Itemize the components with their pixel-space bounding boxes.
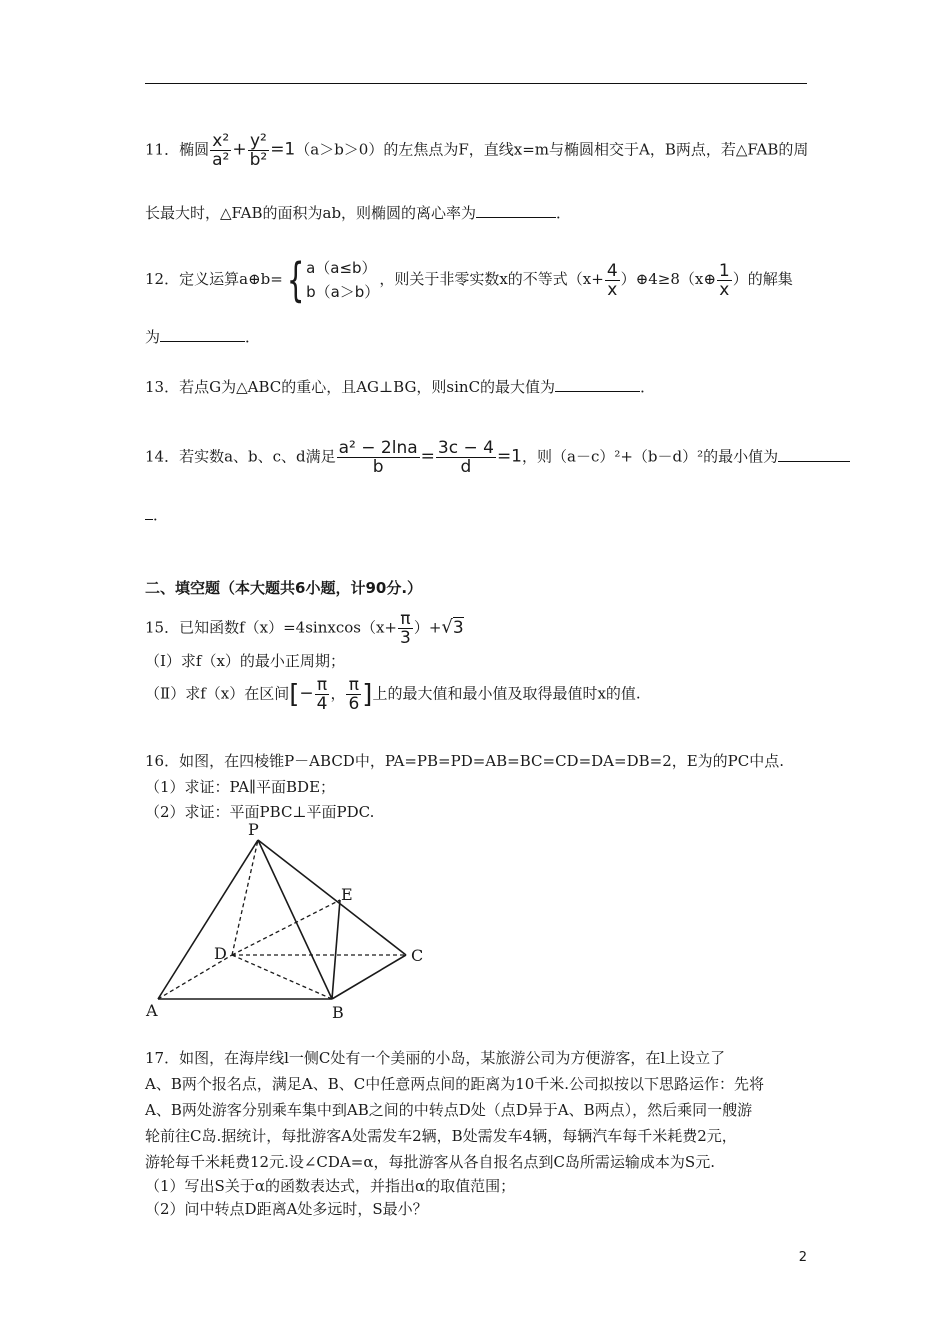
- q17-line1: 17．如图，在海岸线l一侧C处有一个美丽的小岛，某旅游公司为方便游客，在l上设立了: [145, 1049, 726, 1067]
- q11-line2-end: ．: [556, 204, 572, 222]
- q15-part2: [145, 676, 641, 713]
- q14-eq1: =: [420, 446, 435, 467]
- q15-part2-prefix: （Ⅱ）求f（x）在区间: [145, 684, 290, 703]
- q12-line2: [145, 326, 260, 347]
- q17-line2: A、B两个报名点，满足A、B、C中任意两点间的距离为10千米.公司拟按以下思路运作：先将: [145, 1075, 765, 1093]
- q16-part1: （1）求证：PA∥平面BDE；: [145, 778, 336, 796]
- q15-sqrt-sign: √: [441, 616, 453, 638]
- q11-answer-blank[interactable]: [476, 203, 556, 218]
- q15-mid: ）+: [413, 618, 442, 637]
- q14-suffix: ，则（a－c）²+（b－d）²的最小值为: [522, 447, 779, 466]
- q12-case2: b（a＞b）: [306, 283, 380, 301]
- q15-part2-suffix: 上的最大值和最小值及取得最值时x的值.: [372, 684, 641, 703]
- q15-prefix: 15．已知函数f（x）=4sinxcos（x+: [145, 618, 397, 637]
- edge-PC: [258, 840, 406, 955]
- q14-frac2-num: 3c − 4: [437, 438, 494, 458]
- q17-part2: （2）问中转点D距离A处多远时，S最小？: [145, 1200, 428, 1218]
- q15-part1: （Ⅰ）求f（x）的最小正周期；: [145, 652, 345, 670]
- q12-mid: ，则关于非零实数x的不等式（x+: [379, 270, 604, 288]
- q13-text: 13．若点G为△ABC的重心，且AG⊥BG，则sinC的最大值为: [145, 378, 556, 396]
- q13-end: ．: [640, 378, 656, 396]
- q12-prefix: 12．定义运算a⊕b=: [145, 270, 283, 288]
- q15-frac-den: 3: [399, 628, 411, 648]
- q14-frac2-den: d: [460, 457, 472, 477]
- edge-PA: [158, 840, 258, 999]
- q17-line3: A、B两处游客分别乘车集中到AB之间的中转点D处（点D异于A、B两点），然后乘同一艘游: [145, 1101, 753, 1119]
- q15-p2-frac2: [346, 676, 361, 713]
- q12-frac2: [717, 262, 732, 299]
- q11-eq: =1: [270, 139, 296, 160]
- q11-frac2-den: b²: [249, 150, 268, 170]
- q11-prefix: 11．椭圆: [145, 140, 210, 159]
- q11-plus: +: [232, 139, 247, 160]
- q14-frac1-num: a² − 2lna: [338, 438, 418, 458]
- q15-right-bracket: ]: [362, 679, 373, 710]
- q15-comma: ，: [330, 684, 346, 703]
- q13-line: [145, 376, 655, 397]
- label-A: A: [146, 1001, 158, 1020]
- q12-frac2-den: x: [719, 279, 730, 300]
- q15-p2-frac1-num: π: [315, 676, 330, 695]
- label-B: B: [332, 1003, 344, 1022]
- q11-line2: [145, 202, 571, 223]
- q16-part2: （2）求证：平面PBC⊥平面PDC.: [145, 803, 375, 821]
- q12-case1: a（a≤b）: [306, 259, 377, 277]
- label-D: D: [214, 944, 227, 963]
- q12-cases: [306, 256, 379, 304]
- q12-line2-end: ．: [245, 328, 261, 346]
- q14-frac1-den: b: [372, 457, 384, 477]
- q14-answer-blank-cont[interactable]: [145, 505, 153, 520]
- q17-line5: 游轮每千米耗费12元.设∠CDA=α，每批游客从各自报名点到C岛所需运输成本为S元.: [145, 1153, 715, 1171]
- q12-suffix: ）的解集: [732, 270, 793, 288]
- q15-sqrt-val: 3: [452, 617, 464, 638]
- q12-frac2-num: 1: [718, 260, 730, 281]
- q14-frac1: [337, 439, 420, 476]
- q11-line1: [145, 132, 808, 169]
- page-number: 2: [798, 1250, 807, 1265]
- q12-frac1: [605, 262, 620, 299]
- q14-answer-blank[interactable]: [778, 447, 850, 462]
- q14-prefix: 14．若实数a、b、c、d满足: [145, 447, 336, 466]
- q12-answer-blank[interactable]: [160, 327, 245, 342]
- q15-p2-frac2-num: π: [346, 676, 361, 695]
- q12-frac1-den: x: [607, 279, 618, 300]
- q15-frac-num: π: [398, 610, 413, 629]
- q15-line1: [145, 610, 464, 647]
- q17-line4: 轮前往C岛.据统计，每批游客A处需发车2辆，B处需发车4辆，每辆汽车每千米耗费2元，: [145, 1127, 737, 1145]
- q12-line2-text: 为: [145, 328, 161, 346]
- q12-mid2: ）⊕4≥8（x⊕: [620, 270, 716, 288]
- q11-frac1: [210, 132, 231, 169]
- q14-line2: [145, 504, 168, 525]
- q11-frac2-num: y²: [248, 132, 270, 151]
- q14-frac2: [436, 439, 496, 476]
- q15-left-bracket: [: [289, 679, 300, 710]
- q16-text: 16．如图，在四棱锥P－ABCD中，PA=PB=PD=AB=BC=CD=DA=DB=2，E为的PC中点.: [145, 752, 785, 770]
- q15-p2-frac2-den: 6: [348, 694, 360, 714]
- section2-title: 二、填空题（本大题共6小题，计90分.）: [145, 579, 423, 597]
- edge-BE: [332, 900, 340, 999]
- q17-part1: （1）写出S关于α的函数表达式，并指出α的取值范围；: [145, 1177, 516, 1195]
- q15-p2-frac1-den: 4: [316, 694, 328, 714]
- edge-BC: [332, 955, 406, 999]
- label-P: P: [248, 820, 259, 839]
- edge-DB: [232, 955, 332, 999]
- header-rule: [145, 83, 807, 84]
- q12-line1: [145, 253, 793, 307]
- q14-eq2: =1: [496, 446, 522, 467]
- q14-line1: [145, 439, 850, 476]
- q15-minus: −: [299, 683, 314, 704]
- q15-p2-frac1: [315, 676, 330, 713]
- q11-frac1-den: a²: [212, 150, 230, 170]
- edge-PD: [232, 840, 258, 955]
- q15-frac: [398, 610, 413, 647]
- q12-frac1-num: 4: [606, 260, 618, 281]
- label-E: E: [341, 885, 353, 904]
- edge-DE: [232, 900, 340, 955]
- q11-frac1-num: x²: [210, 132, 231, 151]
- q13-answer-blank[interactable]: [555, 377, 640, 392]
- q11-line2-text: 长最大时，△FAB的面积为ab，则椭圆的离心率为: [145, 204, 477, 222]
- q12-brace: {: [286, 253, 305, 307]
- q11-suffix: （a＞b＞0）的左焦点为F，直线x=m与椭圆相交于A，B两点，若△FAB的周: [295, 140, 809, 159]
- q11-frac2: [248, 132, 270, 169]
- edge-PB: [258, 840, 332, 999]
- pyramid-figure: [140, 818, 440, 1028]
- q14-line2-end: ．: [153, 506, 169, 524]
- label-C: C: [411, 946, 424, 965]
